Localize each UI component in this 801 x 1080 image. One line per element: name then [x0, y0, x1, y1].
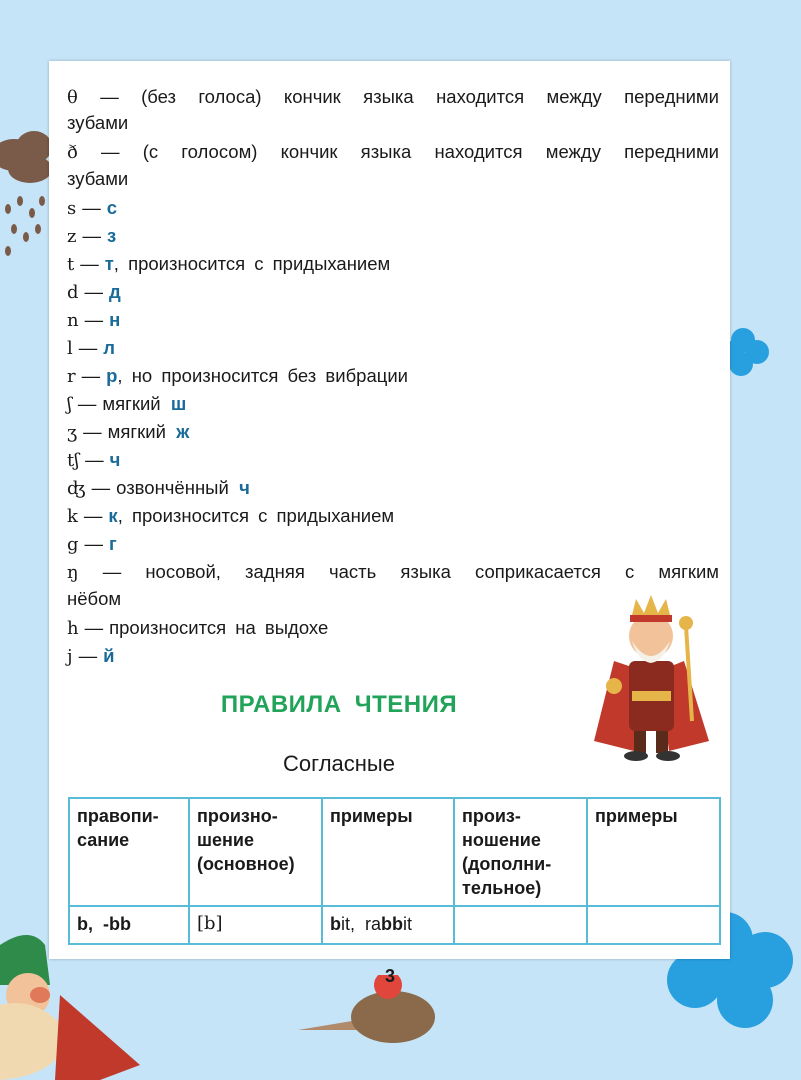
sound-h: h — произносится на выдохе — [67, 617, 329, 639]
sound-g: g — г — [67, 533, 117, 555]
page-number: 3 — [384, 966, 395, 986]
section-heading: ПРАВИЛА ЧТЕНИЯ — [220, 691, 458, 718]
section-subheading: Согласные — [283, 751, 395, 776]
sound-k: k — к, произносится с придыханием — [67, 505, 395, 527]
table-header: примеры — [322, 798, 454, 906]
sound-dzh: ʤ — озвончённый ч — [67, 477, 250, 499]
sound-zh: ʒ — мягкий ж — [67, 421, 190, 443]
consonants-table — [68, 797, 721, 945]
table-cell-extra-pronunciation — [454, 906, 587, 944]
book-page — [49, 61, 730, 959]
sound-d: d — д — [67, 281, 121, 303]
sound-r: r — р, но произносится без вибрации — [67, 365, 409, 387]
sound-symbol: ð — [67, 142, 78, 163]
flower-icon — [725, 320, 775, 390]
sound-j: j — й — [67, 645, 115, 667]
sound-theta-line1: θ — (без голоса) кончик языка находится между передними — [67, 86, 719, 108]
king-illustration — [584, 591, 714, 766]
sound-eth-line2: зубами — [67, 168, 129, 189]
table-header: примеры — [587, 798, 720, 906]
sound-ng-line2: нёбом — [67, 588, 122, 609]
sound-symbol: θ — [67, 87, 78, 108]
sound-sh: ʃ — мягкий ш — [67, 393, 187, 415]
table-header: произно- шение (основное) — [189, 798, 322, 906]
table-cell-extra-examples — [587, 906, 720, 944]
table-cell-spelling: b, -bb — [69, 906, 189, 944]
table-cell-examples: bit, rabbit — [322, 906, 454, 944]
sound-eth-line1: ð — (с голосом) кончик языка находится между передними — [67, 141, 720, 163]
table-header-row — [69, 798, 720, 906]
table-cell-pronunciation: [b] — [189, 906, 322, 944]
table-row — [69, 906, 720, 944]
sound-s: s — с — [67, 197, 118, 219]
sound-ch: tʃ — ч — [67, 449, 121, 471]
sound-t: t — т, произносится с придыханием — [67, 253, 391, 275]
sound-theta-line2: зубами — [67, 112, 129, 133]
sound-l: l — л — [67, 337, 116, 359]
table-header: правопи- сание — [69, 798, 189, 906]
sound-ng-line1: ŋ — носовой, задняя часть языка соприкасается с мягким — [67, 561, 720, 583]
hedgehog-illustration — [298, 975, 438, 1045]
table-header: произ- ношение (дополни- тельное) — [454, 798, 587, 906]
sound-z: z — з — [67, 225, 117, 247]
sound-n: n — н — [67, 309, 121, 331]
